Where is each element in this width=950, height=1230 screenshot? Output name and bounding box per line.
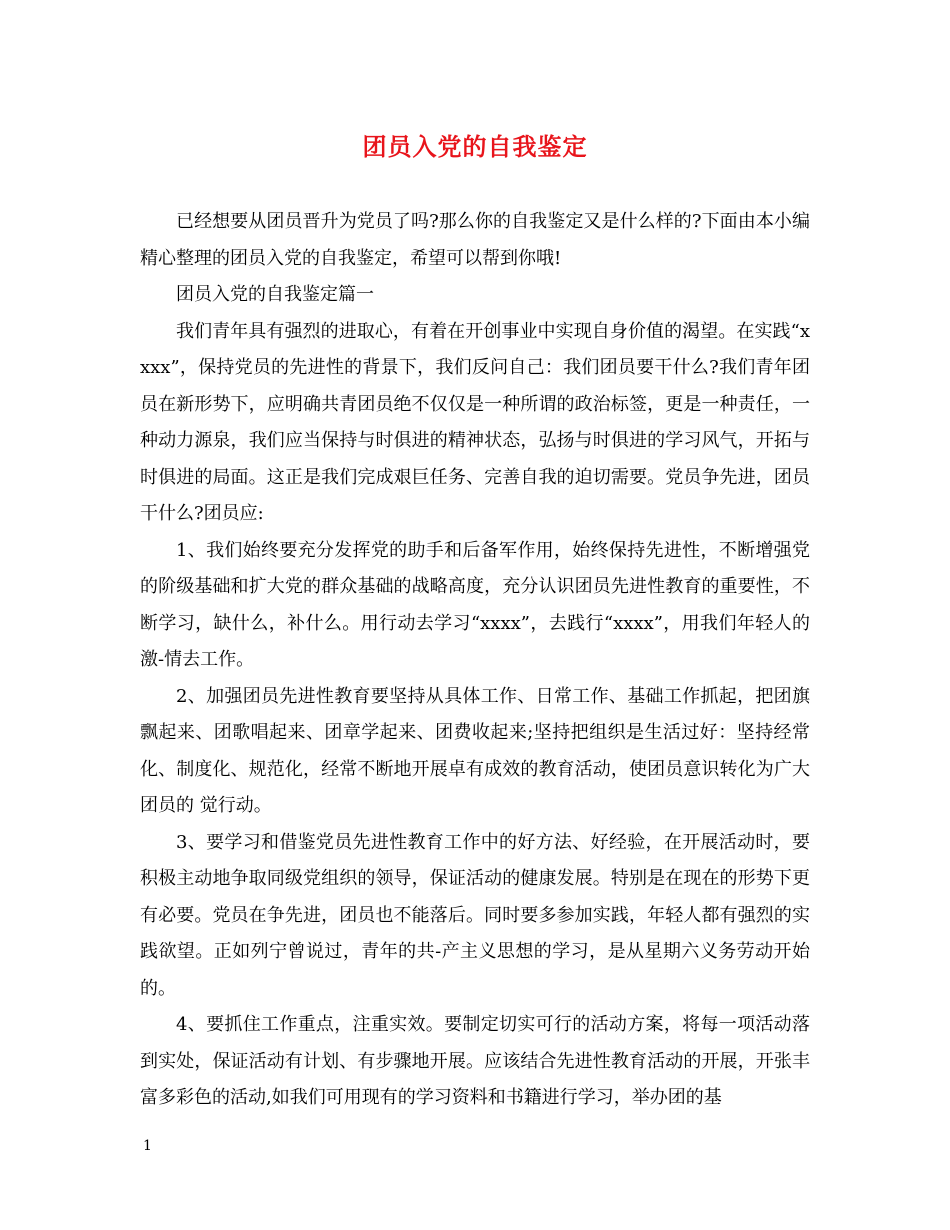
- document-body: [140, 204, 810, 1117]
- document-title: 团员入党的自我鉴定: [362, 132, 588, 161]
- intro-paragraph: 已经想要从团员晋升为党员了吗?那么你的自我鉴定又是什么样的?下面由本小编精心整理的团员入党的自我鉴定，希望可以帮到你哦!: [140, 211, 810, 269]
- list-item-1: 1、我们始终要充分发挥党的助手和后备军作用，始终保持先进性，不断增强党的阶级基础和扩大党的群众基础的战略高度，充分认识团员先进性教育的重要性，不断学习，缺什么，补什么。用行动去学习“xxxx”，去践行“xxxx”，用我们年轻人的激-情去工作。: [140, 539, 810, 670]
- page-number: 1: [143, 1138, 152, 1154]
- body-paragraph: 我们青年具有强烈的进取心，有着在开创事业中实现自身价值的渴望。在实践“xxxx”，保持党员的先进性的背景下，我们反问自己：我们团员要干什么?我们青年团员在新形势下，应明确共青团员绝不仅仅是一种所谓的政治标签，更是一种责任，一种动力源泉，我们应当保持与时俱进的精神状态，弘扬与时俱进的学习风气，开拓与时俱进的局面。这正是我们完成艰巨任务、完善自我的迫切需要。党员争先进，团员干什么?团员应:: [140, 320, 810, 524]
- list-item-3: 3、要学习和借鉴党员先进性教育工作中的好方法、好经验，在开展活动时，要积极主动地争取同级党组织的领导，保证活动的健康发展。特别是在现在的形势下更有必要。党员在争先进，团员也不能落后。同时要多参加实践，年轻人都有强烈的实践欲望。正如列宁曾说过，青年的共-产主义思想的学习，是从星期六义务劳动开始的。: [140, 831, 810, 999]
- list-item-4: 4、要抓住工作重点，注重实效。要制定切实可行的活动方案，将每一项活动落到实处，保证活动有计划、有步骤地开展。应该结合先进性教育活动的开展，开张丰富多彩色的活动,如我们可用现有的学习资料和书籍进行学习，举办团的基: [140, 1014, 810, 1108]
- section-heading: 团员入党的自我鉴定篇一: [176, 284, 374, 305]
- list-item-2: 2、加强团员先进性教育要坚持从具体工作、日常工作、基础工作抓起，把团旗飘起来、团歌唱起来、团章学起来、团费收起来;坚持把组织是生活过好：坚持经常化、制度化、规范化，经常不断地开展卓有成效的教育活动，使团员意识转化为广大团员的 觉行动。: [140, 685, 810, 816]
